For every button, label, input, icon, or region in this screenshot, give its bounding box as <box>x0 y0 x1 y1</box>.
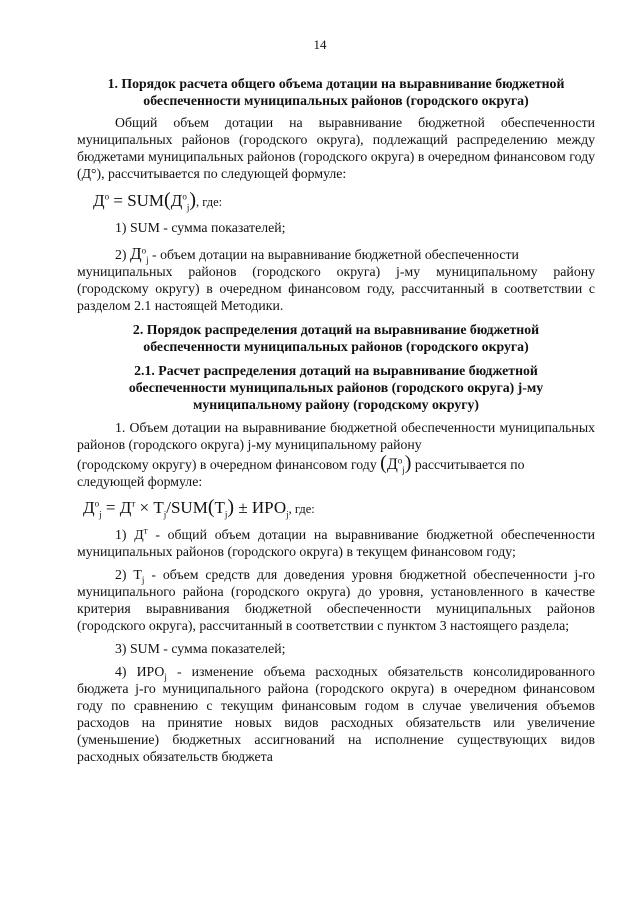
f2-symbol-a: Д <box>83 498 95 517</box>
formula-superscript: о <box>104 191 110 202</box>
section-2-1-title <box>77 362 595 413</box>
section-1-item-2 <box>77 245 595 263</box>
item-2-prefix: 2) <box>115 247 127 262</box>
i2-text: - объем средств для доведения уровня бюджетной обеспеченности j-го муниципального района (городского округа) до уровня, установленного в качестве критерия выравнивания бюджетной обеспеченности муниципальных районов (городского округа), рассчитанный в соответствии с пунктом 3 настоящего раздела; <box>77 567 595 633</box>
section-2-1-title-line-3: муниципальному району (городскому округу) <box>193 397 479 412</box>
formula-tail: , где: <box>196 195 223 209</box>
p1-superscript: о <box>397 455 403 466</box>
i1-superscript: т <box>143 525 148 536</box>
formula-inner-superscript: о <box>182 191 187 202</box>
section-1-item-2-cont: муниципальных районов (городского округа) j-му муниципальному району (городскому округу) в очередном финансовом году, рассчитанный в соответствии с разделом 2.1 настоящей Методики. <box>77 264 595 313</box>
section-2-1-p1: 1. Объем дотации на выравнивание бюджетной обеспеченности муниципальных районов (городского округа) j-му муниципальному району <box>77 420 595 452</box>
f2-tail: , где: <box>288 502 315 516</box>
section-2-1-title-line-1: 2.1. Расчет распределения дотаций на выравнивание бюджетной <box>134 363 538 378</box>
p1-text-c: рассчитывается по <box>414 457 525 472</box>
item-2-superscript: о <box>141 245 147 256</box>
section-2-1-p1-line <box>77 452 595 475</box>
i2-subscript: j <box>141 574 145 585</box>
f2-sub-c: j <box>163 509 167 520</box>
section-1-title-line-1: 1. Порядок расчета общего объема дотации на выравнивание бюджетной <box>107 76 565 91</box>
f2-symbol-f: ± ИРО <box>234 498 287 517</box>
f2-sub-e: j <box>224 509 228 520</box>
section-1-title <box>77 75 595 109</box>
section-1-title-line-2: обеспеченности муниципальных районов (городского округа) <box>143 93 529 108</box>
page-content <box>77 75 595 765</box>
item-2-text: - объем дотации на выравнивание бюджетной обеспеченности <box>148 247 519 262</box>
formula-equals-sum: = SUM <box>109 191 165 210</box>
f2-sum: /SUM <box>166 498 208 517</box>
formula-total-subsidy <box>77 187 595 215</box>
item-2-subscript: j <box>146 254 149 265</box>
item-2-symbol: Д <box>129 244 142 263</box>
f2-sub-a: j <box>99 509 102 520</box>
f2-sup-a: о <box>94 498 100 509</box>
section-1-intro: Общий объем дотации на выравнивание бюджетной обеспеченности муниципальных районов (городского округа), подлежащий распределению между бюджетами муниципальных районов (городского округа) в очередном финансовом году (Д°), рассчитывается по следующей формуле: <box>77 115 595 181</box>
close-paren: ) <box>189 189 197 211</box>
i1-prefix: 1) Д <box>115 527 144 542</box>
f2-open-paren: ( <box>207 496 215 518</box>
i2-prefix: 2) Т <box>115 567 142 582</box>
formula-inner-symbol: Д <box>170 191 183 210</box>
f2-symbol-b: = Д <box>101 498 132 517</box>
section-2-title-line-1: 2. Порядок распределения дотаций на выравнивание бюджетной <box>132 322 540 337</box>
section-2-title-line-2: обеспеченности муниципальных районов (городского округа) <box>143 339 529 354</box>
formula-symbol: Д <box>93 191 105 210</box>
p1-text-b: (городскому округу) в очередном финансовом году <box>77 457 377 472</box>
open-paren: ( <box>164 189 171 211</box>
f2-sup-b: т <box>131 498 136 509</box>
p1-subscript: j <box>402 464 405 475</box>
i1-text: - общий объем дотации на выравнивание бюджетной обеспеченности муниципальных районов (городского округа) в текущем финансовом году; <box>77 527 595 559</box>
section-2-1-title-line-2: обеспеченности муниципальных районов (городского округа) j-му <box>128 380 544 395</box>
formula-distribution <box>77 494 595 522</box>
i4-prefix: 4) ИРО <box>115 664 165 679</box>
section-2-1-item-1 <box>77 526 595 560</box>
formula-inner-subscript: j <box>186 202 190 213</box>
f2-symbol-c: × Т <box>135 498 164 517</box>
p1-open-paren: ( <box>380 452 387 474</box>
i4-text: - изменение объема расходных обязательств консолидированного бюджета j-го муниципального района (городского округа) в очередном финансовом году по сравнению с текущим финансовым годом в случае увеличения объемов расходов на принятие новых видов расходных обязательств или увеличение (уменьшение) бюджетных ассигнований на исполнение существующих видов расходных обязательств бюджета <box>77 664 595 764</box>
f2-symbol-e: Т <box>214 498 225 517</box>
section-2-1-item-4 <box>77 663 595 765</box>
section-2-1-p1-end: следующей формуле: <box>77 474 203 489</box>
f2-sub-f: j <box>286 509 289 520</box>
section-2-1-item-2 <box>77 566 595 634</box>
p1-close-paren: ) <box>404 452 412 474</box>
section-1-item-1: 1) SUM - сумма показателей; <box>115 220 286 235</box>
p1-symbol: Д <box>386 456 398 473</box>
section-2-1-item-3: 3) SUM - сумма показателей; <box>115 641 286 656</box>
i4-subscript: j <box>164 671 167 682</box>
section-2-title <box>77 321 595 355</box>
page-number: 14 <box>313 37 327 52</box>
f2-close-paren: ) <box>227 496 235 518</box>
